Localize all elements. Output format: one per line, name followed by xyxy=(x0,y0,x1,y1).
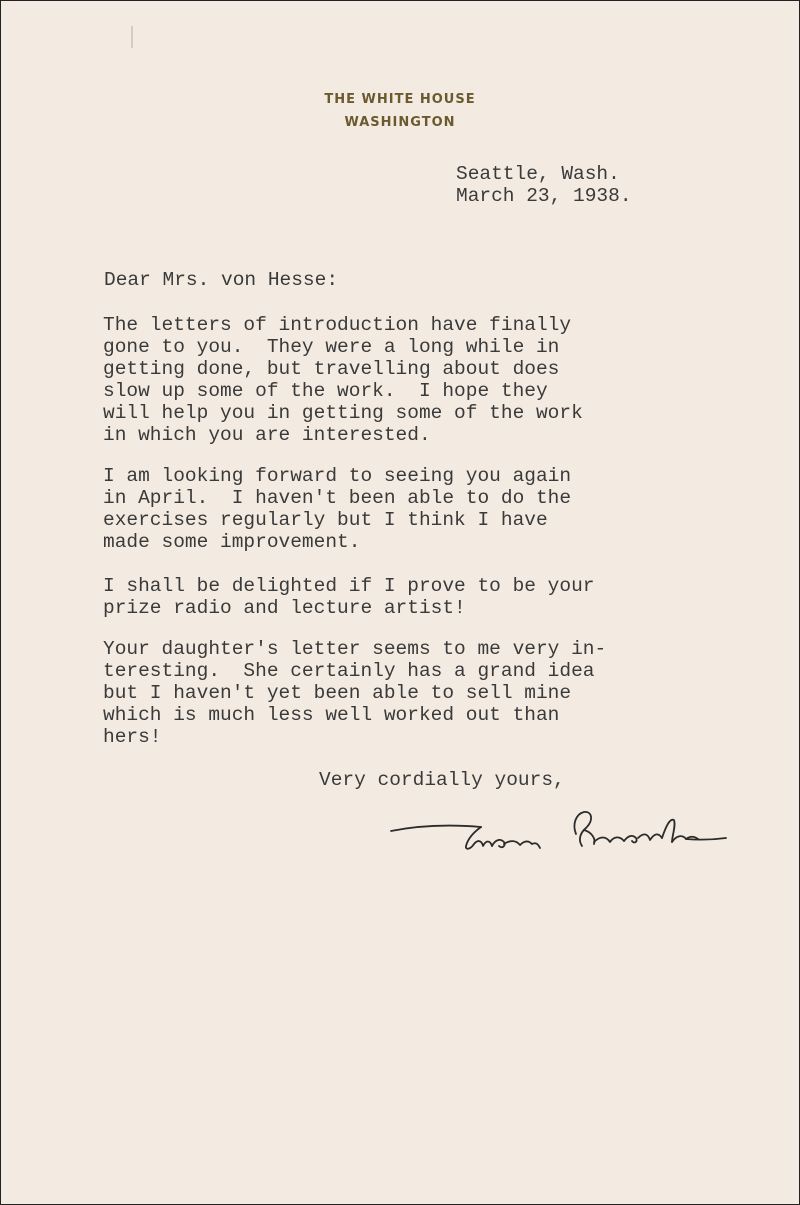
paragraph-4 xyxy=(103,638,606,748)
paragraph-line: prize radio and lecture artist! xyxy=(103,597,466,619)
dateline-place: Seattle, Wash. xyxy=(456,163,620,185)
paragraph-2 xyxy=(103,465,571,553)
paragraph-line: The letters of introduction have finally xyxy=(103,314,572,336)
paragraph-line: getting done, but travelling about does xyxy=(103,358,560,380)
paragraph-line: I shall be delighted if I prove to be your xyxy=(103,575,595,597)
paragraph-line: will help you in getting some of the work xyxy=(103,402,583,424)
paragraph-line: in April. I haven't been able to do the xyxy=(103,487,572,509)
paragraph-line: in which you are interested. xyxy=(103,424,431,446)
paragraph-3 xyxy=(103,575,594,619)
paragraph-line: gone to you. They were a long while in xyxy=(103,336,560,358)
paragraph-line: teresting. She certainly has a grand idea xyxy=(103,660,595,682)
paragraph-line: but I haven't yet been able to sell mine xyxy=(103,682,572,704)
paper-crease xyxy=(131,26,133,48)
closing: Very cordially yours, xyxy=(319,769,565,791)
salutation: Dear Mrs. von Hesse: xyxy=(104,269,339,291)
paragraph-line: Your daughter's letter seems to me very in- xyxy=(103,638,607,660)
paragraph-line: slow up some of the work. I hope they xyxy=(103,380,548,402)
paragraph-line: made some improvement. xyxy=(103,531,361,553)
paragraph-1 xyxy=(103,314,583,446)
letterhead-subtitle: WASHINGTON xyxy=(344,115,456,130)
dateline-date: March 23, 1938. xyxy=(456,185,632,207)
paragraph-line: I am looking forward to seeing you again xyxy=(103,465,572,487)
handwritten-signature xyxy=(386,796,731,866)
paragraph-line: which is much less well worked out than xyxy=(103,704,560,726)
paragraph-line: hers! xyxy=(103,726,162,748)
letterhead-title: THE WHITE HOUSE xyxy=(324,92,476,107)
paragraph-line: exercises regularly but I think I have xyxy=(103,509,548,531)
